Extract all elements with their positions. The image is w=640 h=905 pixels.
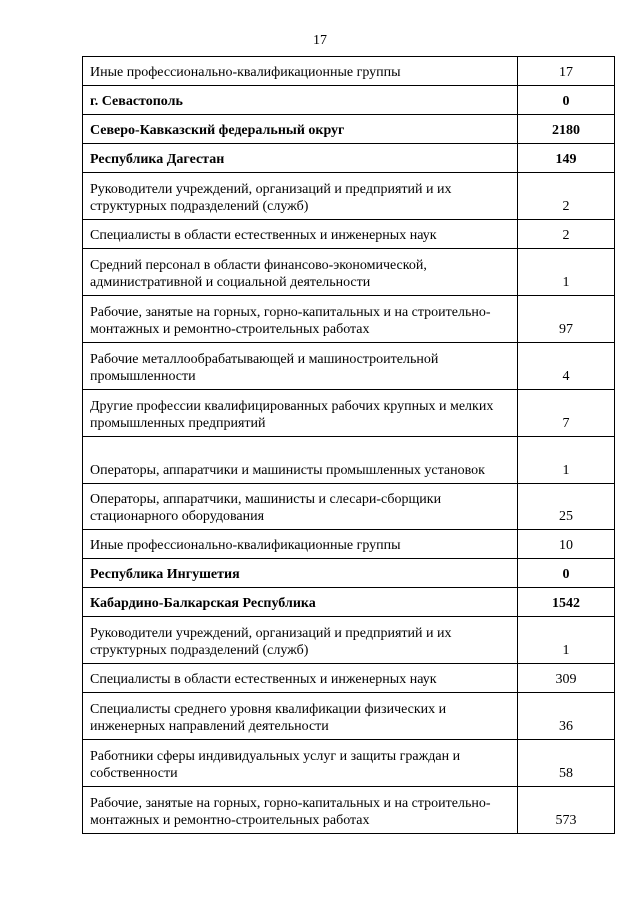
category-cell: Средний персонал в области финансово-экономической, административной и социальной деятельности bbox=[83, 249, 518, 296]
value-cell: 97 bbox=[518, 296, 615, 343]
category-cell: г. Севастополь bbox=[83, 86, 518, 115]
value-cell: 149 bbox=[518, 144, 615, 173]
table-row bbox=[83, 296, 615, 343]
category-cell: Работники сферы индивидуальных услуг и защиты граждан и собственности bbox=[83, 740, 518, 787]
category-cell: Иные профессионально-квалификационные группы bbox=[83, 57, 518, 86]
value-cell: 36 bbox=[518, 693, 615, 740]
table-row bbox=[83, 484, 615, 530]
category-cell: Иные профессионально-квалификационные группы bbox=[83, 530, 518, 559]
value-cell: 573 bbox=[518, 787, 615, 834]
value-cell: 309 bbox=[518, 664, 615, 693]
table-row bbox=[83, 787, 615, 834]
table-row bbox=[83, 664, 615, 693]
table-row bbox=[83, 693, 615, 740]
category-cell: Республика Ингушетия bbox=[83, 559, 518, 588]
value-cell: 17 bbox=[518, 57, 615, 86]
value-cell: 1 bbox=[518, 249, 615, 296]
table-row bbox=[83, 173, 615, 220]
table-row bbox=[83, 144, 615, 173]
value-cell: 1 bbox=[518, 617, 615, 664]
category-cell: Рабочие, занятые на горных, горно-капитальных и на строительно-монтажных и ремонтно-строительных работах bbox=[83, 787, 518, 834]
category-cell: Республика Дагестан bbox=[83, 144, 518, 173]
category-cell: Руководители учреждений, организаций и предприятий и их структурных подразделений (служб) bbox=[83, 173, 518, 220]
statistics-table bbox=[82, 56, 615, 834]
value-cell: 2180 bbox=[518, 115, 615, 144]
value-cell: 7 bbox=[518, 390, 615, 437]
value-cell: 0 bbox=[518, 86, 615, 115]
table-row bbox=[83, 740, 615, 787]
value-cell: 1542 bbox=[518, 588, 615, 617]
page-number: 17 bbox=[313, 33, 327, 48]
category-cell: Руководители учреждений, организаций и предприятий и их структурных подразделений (служб) bbox=[83, 617, 518, 664]
table-row bbox=[83, 530, 615, 559]
table-row bbox=[83, 343, 615, 390]
table-row bbox=[83, 437, 615, 484]
table-body bbox=[83, 57, 615, 834]
value-cell: 2 bbox=[518, 173, 615, 220]
category-cell: Специалисты среднего уровня квалификации физических и инженерных направлений деятельности bbox=[83, 693, 518, 740]
table-row bbox=[83, 86, 615, 115]
table-row bbox=[83, 57, 615, 86]
value-cell: 58 bbox=[518, 740, 615, 787]
table-row bbox=[83, 115, 615, 144]
value-cell: 4 bbox=[518, 343, 615, 390]
table-row bbox=[83, 220, 615, 249]
value-cell: 1 bbox=[518, 437, 615, 484]
category-cell: Операторы, аппаратчики и машинисты промышленных установок bbox=[83, 437, 518, 484]
category-cell: Другие профессии квалифицированных рабочих крупных и мелких промышленных предприятий bbox=[83, 390, 518, 437]
value-cell: 2 bbox=[518, 220, 615, 249]
table-row bbox=[83, 249, 615, 296]
table-row bbox=[83, 617, 615, 664]
category-cell: Рабочие металлообрабатывающей и машиностроительной промышленности bbox=[83, 343, 518, 390]
table-row bbox=[83, 588, 615, 617]
category-cell: Специалисты в области естественных и инженерных наук bbox=[83, 220, 518, 249]
table-row bbox=[83, 559, 615, 588]
category-cell: Рабочие, занятые на горных, горно-капитальных и на строительно-монтажных и ремонтно-строительных работах bbox=[83, 296, 518, 343]
value-cell: 0 bbox=[518, 559, 615, 588]
value-cell: 10 bbox=[518, 530, 615, 559]
category-cell: Северо-Кавказский федеральный округ bbox=[83, 115, 518, 144]
table-row bbox=[83, 390, 615, 437]
category-cell: Кабардино-Балкарская Республика bbox=[83, 588, 518, 617]
category-cell: Операторы, аппаратчики, машинисты и слесари-сборщики стационарного оборудования bbox=[83, 484, 518, 530]
category-cell: Специалисты в области естественных и инженерных наук bbox=[83, 664, 518, 693]
value-cell: 25 bbox=[518, 484, 615, 530]
